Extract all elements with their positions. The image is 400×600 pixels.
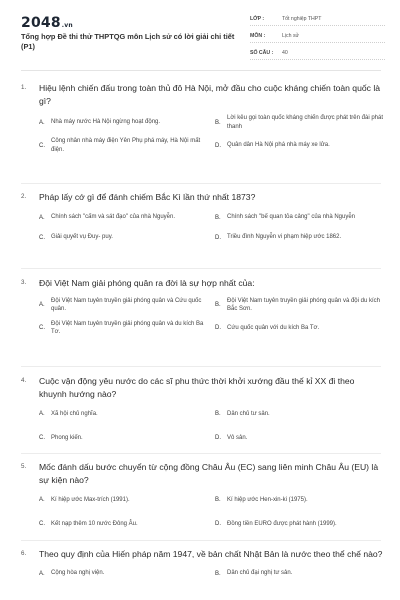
question-divider [21,540,381,541]
answer-option-d[interactable]: D. Quân dân Hà Nội phá nhà máy xe lửa. [215,142,330,149]
question-text: Theo quy định của Hiến pháp năm 1947, về bản chất Nhật Bản là nước theo thể chế nào? [39,549,383,559]
meta-value: Tốt nghiệp THPT [282,15,322,22]
answer-option-a[interactable]: A. Kí hiệp ước Max-trích (1991). [39,496,130,503]
document-meta [250,12,385,63]
answer-option-b[interactable]: B. Dân chủ đại nghị tư sản. [215,570,293,577]
answer-option-c[interactable]: C. Phong kiến. [39,434,83,441]
answer-option-a[interactable]: A. Chính sách "cấm và sát đạo" của nhà Nguyễn. [39,214,175,221]
answer-options [39,407,383,445]
question-divider [21,453,381,454]
question-divider [21,183,381,184]
answer-options [39,211,383,245]
question-5 [21,461,383,531]
question-text: Pháp lấy cớ gì để đánh chiếm Bắc Kì lần thứ nhất 1873? [39,192,256,202]
question-divider [21,268,381,269]
answer-option-b[interactable]: B. Kí hiệp ước Hen-xin-ki (1975). [215,496,308,503]
question-text: Đội Việt Nam giải phóng quân ra đời là sự hợp nhất của: [39,278,255,288]
answer-option-c[interactable]: C. Đội Việt Nam tuyên truyền giải phóng quân và du kích Ba Tơ. [39,320,204,335]
meta-count-row [250,46,385,60]
question-number: 5. [21,463,27,470]
question-6 [21,548,383,581]
header-divider [21,70,381,71]
question-number: 4. [21,377,27,384]
meta-label: LỚP : [250,15,265,22]
meta-label: MÔN : [250,32,266,39]
site-logo[interactable]: 2048.vn [21,15,73,31]
answer-options [39,493,383,531]
question-number: 3. [21,279,27,286]
answer-option-b[interactable]: B. Chính sách "bế quan tỏa cảng" của nhà Nguyễn [215,214,356,221]
answer-option-b[interactable]: B. Lời kêu gọi toàn quốc kháng chiến được phát trên đài phát thanh [215,115,383,130]
document-title: Tổng hợp Đề thi thử THPTQG môn Lịch sử có lời giải chi tiết (P1) [21,32,235,51]
question-number: 2. [21,193,27,200]
question-number: 6. [21,550,27,557]
meta-class-row [250,12,385,26]
answer-option-a[interactable]: A. Đội Việt Nam tuyên truyền giải phóng quân và Cứu quốc quân. [39,297,202,312]
answer-option-d[interactable]: D. Triều đình Nguyễn vi phạm hiệp ước 1862. [215,234,342,241]
answer-options [39,114,383,154]
question-number: 1. [21,84,27,91]
question-1 [21,82,383,154]
answer-option-b[interactable]: B. Đội Việt Nam tuyên truyền giải phóng quân và đội du kích Bắc Sơn. [215,297,380,312]
question-3 [21,277,383,337]
answer-option-c[interactable]: C. Công nhân nhà máy điện Yên Phụ phá máy, Hà Nội mất điện. [39,138,201,153]
meta-value: Lịch sử [282,32,300,39]
meta-value: 40 [282,49,288,56]
answer-options [39,297,383,337]
question-2 [21,191,383,245]
question-divider [21,366,381,367]
answer-option-b[interactable]: B. Dân chủ tư sản. [215,410,270,417]
answer-option-a[interactable]: A. Cộng hòa nghị viện. [39,570,105,577]
answer-option-c[interactable]: C. Kết nạp thêm 10 nước Đông Âu. [39,520,138,527]
meta-subject-row [250,29,385,43]
question-text: Cuộc vận động yêu nước do các sĩ phu thức thời khởi xướng đầu thế kỉ XX đi theo khuynh hướng nào? [39,376,355,399]
answer-option-c[interactable]: C. Giải quyết vụ Đuy- puy. [39,234,113,241]
answer-options [39,567,383,581]
meta-label: SỐ CÂU : [250,49,274,56]
question-4 [21,375,383,445]
answer-option-d[interactable]: D. Vô sản. [215,434,248,441]
question-text: Mốc đánh dấu bước chuyển từ cộng đồng Châu Âu (EC) sang liên minh Châu Âu (EU) là sự kiện nào? [39,462,379,485]
question-text: Hiệu lệnh chiến đấu trong toàn thủ đô Hà Nội, mở đầu cho cuộc kháng chiến toàn quốc là gì? [39,83,381,106]
answer-option-a[interactable]: A. Nhà máy nước Hà Nội ngừng hoạt động. [39,119,161,126]
document-header [0,0,400,66]
answer-option-a[interactable]: A. Xã hội chủ nghĩa. [39,410,98,417]
answer-option-d[interactable]: D. Cứu quốc quân với du kích Ba Tơ. [215,324,320,331]
answer-option-d[interactable]: D. Đồng tiền EURO được phát hành (1999). [215,520,337,527]
